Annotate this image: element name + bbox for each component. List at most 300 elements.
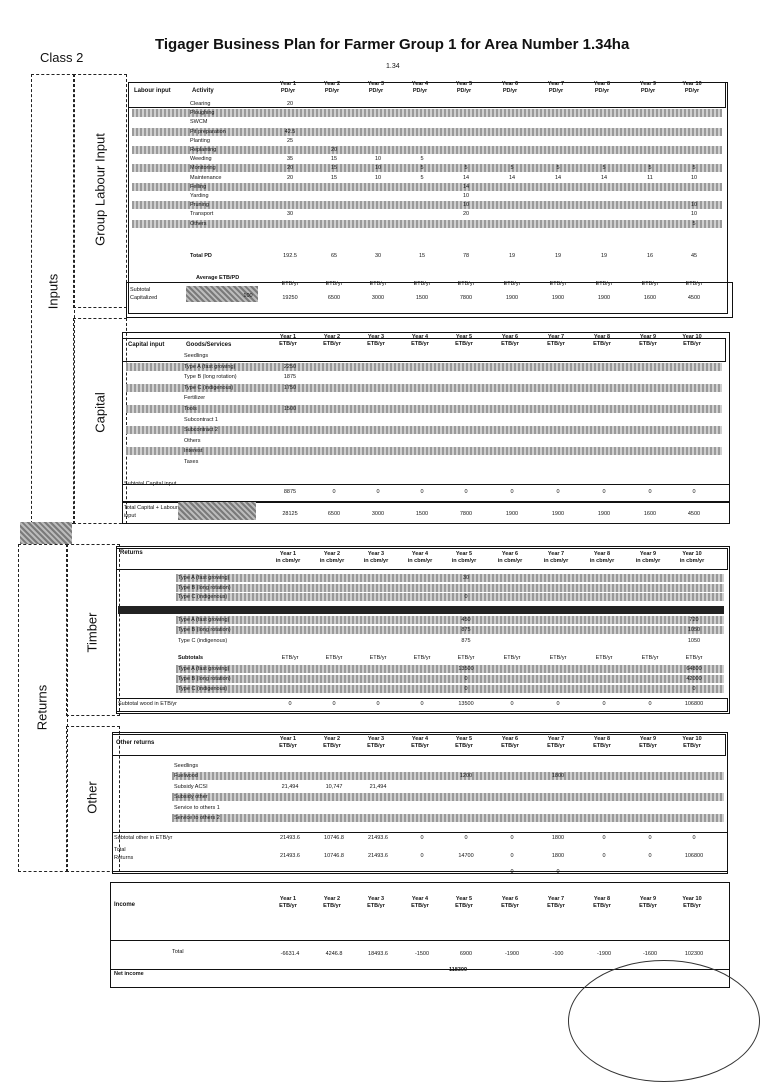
income-year-header: Year 7 bbox=[547, 896, 565, 902]
timber-year-header: Year 8 bbox=[593, 551, 611, 557]
income-total-cell: 102300 bbox=[684, 951, 704, 957]
labour-cell: 20 bbox=[330, 147, 338, 153]
labour-cell: 35 bbox=[286, 156, 294, 163]
timber-subtotal-wood-cell: 0 bbox=[648, 701, 652, 707]
other-cell: 1800 bbox=[551, 773, 565, 780]
income-total-cell: 18493.6 bbox=[368, 951, 388, 957]
page-title: Tigager Business Plan for Farmer Group 1 for Area Number 1.34ha bbox=[155, 36, 630, 53]
other-row-stripe bbox=[172, 814, 724, 822]
timber-cell: 1050 bbox=[687, 637, 701, 644]
labour-cell: 11 bbox=[647, 174, 653, 181]
labour-activity-label: Felling bbox=[190, 183, 207, 190]
labour-unit-header: PD/yr bbox=[368, 88, 384, 94]
capital-row-stripe bbox=[126, 405, 722, 413]
income-total-label: Total bbox=[172, 949, 184, 955]
labour-year-header: Year 3 bbox=[367, 81, 385, 87]
labour-activity-label: Others bbox=[190, 220, 207, 227]
other-year-header: Year 2 bbox=[323, 736, 341, 742]
timber-cell: 450 bbox=[461, 617, 471, 623]
capital-unit-header: ETB/yr bbox=[323, 341, 341, 347]
labour-year-header: Year 7 bbox=[547, 81, 565, 87]
capital-total-cell: 1900 bbox=[551, 511, 565, 517]
timber-sub-unit: ETB/yr bbox=[685, 655, 703, 661]
other-year-header: Year 3 bbox=[367, 736, 385, 742]
labour-activity-label: Monitoring bbox=[190, 165, 216, 172]
labour-sub-unit: ETB/yr bbox=[685, 281, 703, 287]
timber-subtotal-wood-cell: 13500 bbox=[458, 701, 474, 707]
timber-cell: 720 bbox=[689, 617, 699, 623]
labour-cell: 14 bbox=[462, 183, 470, 190]
capital-total-graybox bbox=[178, 502, 256, 520]
other-row-label: Seedlings bbox=[174, 763, 199, 769]
capital-unit-header: ETB/yr bbox=[639, 341, 657, 347]
labour-year-header: Year 9 bbox=[639, 81, 657, 87]
labour-year-header: Year 4 bbox=[411, 81, 429, 87]
labour-activity-label: SWCM bbox=[190, 119, 208, 126]
income-total-cell: -1900 bbox=[504, 951, 520, 957]
capital-item-label: Type B (long rotation) bbox=[184, 374, 237, 381]
timber-section-label: Returns bbox=[120, 550, 143, 556]
labour-unit-header: PD/yr bbox=[280, 88, 296, 94]
other-unit-header: ETB/yr bbox=[367, 743, 385, 749]
labour-year-header: Year 8 bbox=[593, 81, 611, 87]
timber-row-label: Type C (indigenous) bbox=[178, 637, 228, 644]
other-total-cell: 14700 bbox=[458, 853, 474, 859]
capital-total-cell: 1900 bbox=[597, 511, 611, 517]
labour-unit-header: PD/yr bbox=[640, 88, 656, 94]
other-subtotal-cell: 0 bbox=[420, 835, 424, 841]
capital-year-header: Year 2 bbox=[323, 334, 341, 340]
labour-total-cell: 30 bbox=[374, 253, 382, 259]
labour-cell: 14 bbox=[600, 174, 608, 181]
capital-unit-header: ETB/yr bbox=[455, 341, 473, 347]
labour-cell: 10 bbox=[462, 193, 470, 199]
labour-sub-unit: ETB/yr bbox=[641, 281, 659, 287]
labour-subtotal-cell: 1600 bbox=[643, 295, 657, 301]
capital-year-header: Year 10 bbox=[682, 334, 702, 340]
timber-val-cell: 0 bbox=[464, 686, 468, 692]
capital-subtotal-label: Subtotal Capital input bbox=[124, 481, 177, 487]
other-year-header: Year 9 bbox=[639, 736, 657, 742]
capital-subtotal-cell: 0 bbox=[602, 489, 606, 495]
timber-row-label: Type A (fast growing) bbox=[178, 617, 230, 623]
income-year-header: Year 9 bbox=[639, 896, 657, 902]
labour-activity-label: Clearing bbox=[190, 101, 211, 107]
labour-subtotal-cell: 6500 bbox=[327, 295, 341, 301]
other-row-label: Subsidy other bbox=[174, 794, 208, 801]
timber-year-header: Year 10 bbox=[682, 551, 702, 557]
other-subtotal-cell: 10746.8 bbox=[324, 835, 344, 841]
other-unit-header: ETB/yr bbox=[279, 743, 297, 749]
labour-activity-label: Maintenance bbox=[190, 174, 222, 181]
labour-cell: 14 bbox=[462, 174, 470, 181]
labour-cell: 5 bbox=[692, 220, 696, 227]
labour-subtotal-cell: 1500 bbox=[415, 295, 429, 301]
timber-sub-unit: ETB/yr bbox=[325, 655, 343, 661]
labour-row-stripe bbox=[132, 183, 722, 191]
labour-unit-header: PD/yr bbox=[548, 88, 564, 94]
other-total-cell: 0 bbox=[420, 853, 424, 859]
income-total-cell: -1500 bbox=[414, 951, 430, 957]
labour-subtotal-cell: 3000 bbox=[371, 295, 385, 301]
income-year-header: Year 10 bbox=[682, 896, 702, 902]
timber-cell: 875 bbox=[461, 637, 471, 644]
other-row-label: Fuelwood bbox=[174, 773, 198, 780]
labour-section-label: Labour input bbox=[134, 88, 171, 94]
other-total-cell: 0 bbox=[648, 853, 652, 859]
capital-row-stripe bbox=[126, 447, 722, 455]
other-subtotal-cell: 0 bbox=[602, 835, 606, 841]
other-subtotal-cell: 0 bbox=[464, 835, 468, 841]
timber-unit-header: in cbm/yr bbox=[451, 558, 477, 564]
labour-sub-unit: ETB/yr bbox=[413, 281, 431, 287]
capital-year-header: Year 1 bbox=[279, 334, 297, 340]
timber-divider-bar bbox=[118, 606, 724, 614]
capital-subtotal-cell: 0 bbox=[692, 489, 696, 495]
labour-cell: 5 bbox=[602, 165, 606, 172]
capital-item-label: Taxes bbox=[184, 459, 199, 465]
labour-total-cell: 192.5 bbox=[283, 253, 297, 259]
other-year-header: Year 1 bbox=[279, 736, 297, 742]
labour-sub-unit: ETB/yr bbox=[503, 281, 521, 287]
income-total-cell: -1600 bbox=[642, 951, 658, 957]
timber-year-header: Year 4 bbox=[411, 551, 429, 557]
net-income-value: 118309 bbox=[448, 967, 468, 973]
other-subtotal-cell: 1800 bbox=[551, 835, 565, 841]
timber-subtotal-wood-cell: 106800 bbox=[684, 701, 704, 707]
timber-sub-unit: ETB/yr bbox=[549, 655, 567, 661]
avg-value: 100 bbox=[243, 293, 253, 299]
other-subtotal-cell: 0 bbox=[692, 835, 696, 841]
timber-cell: 0 bbox=[464, 594, 468, 601]
labour-cell: 20 bbox=[286, 165, 294, 172]
other-unit-header: ETB/yr bbox=[455, 743, 473, 749]
other-year-header: Year 10 bbox=[682, 736, 702, 742]
net-income-label: Net income bbox=[114, 971, 144, 977]
avg-label: Average ETB/PD bbox=[196, 275, 240, 281]
other-row-label: Subsidy ACSI bbox=[174, 783, 208, 790]
timber-side-label: Timber bbox=[84, 612, 100, 653]
timber-val-label: Type C (indigenous) bbox=[178, 686, 228, 692]
labour-row-stripe bbox=[132, 146, 722, 154]
capital-item-label: Fertilizer bbox=[184, 395, 206, 402]
timber-unit-header: in cbm/yr bbox=[635, 558, 661, 564]
timber-val-label: Type A (fast growing) bbox=[178, 666, 230, 672]
capital-total-cell: 4500 bbox=[687, 511, 701, 517]
capital-section-label: Capital input bbox=[128, 342, 165, 348]
capital-subtotal-cell: 0 bbox=[464, 489, 468, 495]
timber-year-header: Year 6 bbox=[501, 551, 519, 557]
labour-unit-header: PD/yr bbox=[412, 88, 428, 94]
other-side-label: Other bbox=[84, 781, 100, 814]
class-label: Class 2 bbox=[40, 50, 84, 65]
timber-val-cell: 42000 bbox=[686, 676, 702, 682]
labour-cell: 10 bbox=[690, 174, 698, 181]
labour-total-label: Total PD bbox=[190, 253, 212, 259]
capital-item-label: Type C (indigenous) bbox=[184, 384, 234, 391]
labour-cell: 15 bbox=[330, 156, 338, 163]
timber-val-cell: 13500 bbox=[458, 666, 474, 672]
other-year-header: Year 8 bbox=[593, 736, 611, 742]
income-unit-header: ETB/yr bbox=[639, 903, 657, 909]
timber-unit-header: in cbm/yr bbox=[363, 558, 389, 564]
labour-activity-label: Replanting bbox=[190, 147, 217, 153]
labour-cell: 25 bbox=[286, 137, 294, 144]
labour-unit-header: PD/yr bbox=[456, 88, 472, 94]
labour-activity-label: Ploughing bbox=[190, 110, 215, 117]
labour-total-cell: 19 bbox=[600, 253, 608, 259]
timber-year-header: Year 2 bbox=[323, 551, 341, 557]
capital-cell: 1500 bbox=[283, 406, 297, 412]
labour-sub-unit: ETB/yr bbox=[549, 281, 567, 287]
labour-cell: 15 bbox=[330, 174, 338, 181]
labour-sub-unit: ETB/yr bbox=[325, 281, 343, 287]
timber-subtotal-wood-cell: 0 bbox=[556, 701, 560, 707]
timber-subtotal-wood-cell: 0 bbox=[602, 701, 606, 707]
inputs-side-label: Inputs bbox=[45, 273, 61, 310]
income-year-header: Year 3 bbox=[367, 896, 385, 902]
timber-subtotal-wood-cell: 0 bbox=[332, 701, 336, 707]
income-year-header: Year 4 bbox=[411, 896, 429, 902]
timber-subtotal-wood-cell: 0 bbox=[376, 701, 380, 707]
other-cell: 21,494 bbox=[369, 783, 387, 790]
income-year-header: Year 8 bbox=[593, 896, 611, 902]
other-extra-cell: 0 bbox=[510, 869, 514, 875]
income-unit-header: ETB/yr bbox=[593, 903, 611, 909]
timber-unit-header: in cbm/yr bbox=[543, 558, 569, 564]
timber-sub-unit: ETB/yr bbox=[413, 655, 431, 661]
labour-sub-unit: ETB/yr bbox=[281, 281, 299, 287]
capital-total-cell: 1500 bbox=[415, 511, 429, 517]
capital-subtotal-cell: 0 bbox=[648, 489, 652, 495]
other-row-label: Service to others 2 bbox=[174, 815, 220, 821]
capital-year-header: Year 5 bbox=[455, 334, 473, 340]
other-cell: 10,747 bbox=[325, 783, 343, 790]
labour-activity-label: Transport bbox=[190, 211, 214, 218]
labour-total-cell: 19 bbox=[554, 253, 562, 259]
labour-subtotal-cell: 19250 bbox=[282, 295, 298, 301]
other-subtotal-cell: 21493.6 bbox=[368, 835, 388, 841]
labour-row-stripe bbox=[132, 220, 722, 228]
goods-header: Goods/Services bbox=[186, 342, 232, 348]
income-unit-header: ETB/yr bbox=[279, 903, 297, 909]
income-unit-header: ETB/yr bbox=[501, 903, 519, 909]
labour-cell: 5 bbox=[420, 174, 424, 181]
income-unit-header: ETB/yr bbox=[323, 903, 341, 909]
other-unit-header: ETB/yr bbox=[639, 743, 657, 749]
income-total-cell: -100 bbox=[552, 951, 564, 957]
capital-subtotal-cell: 0 bbox=[556, 489, 560, 495]
capital-year-header: Year 3 bbox=[367, 334, 385, 340]
labour-cell: 15 bbox=[330, 165, 338, 172]
other-unit-header: ETB/yr bbox=[593, 743, 611, 749]
labour-cell: 10 bbox=[462, 202, 470, 209]
timber-unit-header: in cbm/yr bbox=[319, 558, 345, 564]
income-unit-header: ETB/yr bbox=[683, 903, 701, 909]
labour-row-stripe bbox=[132, 201, 722, 209]
capital-item-label: Subcontract 1 bbox=[184, 416, 218, 423]
labour-cell: 10 bbox=[374, 165, 382, 172]
timber-year-header: Year 3 bbox=[367, 551, 385, 557]
capital-unit-header: ETB/yr bbox=[593, 341, 611, 347]
capital-unit-header: ETB/yr bbox=[547, 341, 565, 347]
other-subtotal-cell: 0 bbox=[510, 835, 514, 841]
income-unit-header: ETB/yr bbox=[367, 903, 385, 909]
income-total-cell: 4246.8 bbox=[325, 951, 343, 957]
capital-item-label: Type A (fast growing) bbox=[184, 363, 236, 370]
separator-graybox bbox=[20, 522, 72, 544]
capital-item-label: Tools bbox=[184, 406, 197, 412]
timber-val-cell: 0 bbox=[692, 686, 696, 692]
timber-subtotal-wood-cell: 0 bbox=[420, 701, 424, 707]
labour-sub-unit: ETB/yr bbox=[369, 281, 387, 287]
labour-total-cell: 78 bbox=[462, 253, 470, 259]
other-total-cell: 21493.6 bbox=[368, 853, 388, 859]
income-year-header: Year 1 bbox=[279, 896, 297, 902]
labour-subtotal-cell: 1900 bbox=[597, 295, 611, 301]
timber-row-stripe bbox=[176, 584, 724, 592]
timber-sub-unit: ETB/yr bbox=[595, 655, 613, 661]
labour-total-cell: 16 bbox=[646, 253, 654, 259]
labour-total-cell: 45 bbox=[690, 253, 698, 259]
income-total-cell: -6631.4 bbox=[280, 951, 300, 957]
labour-cell: 5 bbox=[556, 165, 560, 172]
labour-year-header: Year 10 bbox=[682, 81, 702, 87]
timber-year-header: Year 5 bbox=[455, 551, 473, 557]
capital-total-label: Total Capital + Labour input bbox=[124, 505, 178, 519]
capital-total-cell: 6500 bbox=[327, 511, 341, 517]
capital-cell: 1875 bbox=[283, 374, 297, 381]
labour-cell: 10 bbox=[690, 211, 698, 218]
other-year-header: Year 5 bbox=[455, 736, 473, 742]
timber-sub-unit: ETB/yr bbox=[503, 655, 521, 661]
capital-unit-header: ETB/yr bbox=[367, 341, 385, 347]
labour-cell: 20 bbox=[286, 101, 294, 107]
other-unit-header: ETB/yr bbox=[547, 743, 565, 749]
capital-total-cell: 3000 bbox=[371, 511, 385, 517]
timber-unit-header: in cbm/yr bbox=[589, 558, 615, 564]
capital-total-cell: 7800 bbox=[459, 511, 473, 517]
labour-cell: 5 bbox=[648, 165, 652, 172]
other-subtotal-cell: 0 bbox=[648, 835, 652, 841]
other-unit-header: ETB/yr bbox=[411, 743, 429, 749]
labour-sub-unit: ETB/yr bbox=[457, 281, 475, 287]
labour-activity-label: Pit preparation bbox=[190, 128, 226, 135]
labour-subtotal-label: Subtotal Capitalized bbox=[130, 287, 158, 301]
timber-year-header: Year 7 bbox=[547, 551, 565, 557]
capital-year-header: Year 6 bbox=[501, 334, 519, 340]
other-year-header: Year 6 bbox=[501, 736, 519, 742]
labour-cell: 10 bbox=[374, 156, 382, 163]
timber-subtotals-label: Subtotals bbox=[178, 655, 204, 661]
capital-total-cell: 1600 bbox=[643, 511, 657, 517]
income-year-header: Year 2 bbox=[323, 896, 341, 902]
timber-val-cell: 64800 bbox=[686, 666, 702, 672]
income-section-label: Income bbox=[114, 902, 136, 908]
timber-sub-unit: ETB/yr bbox=[369, 655, 387, 661]
capital-subtotal-cell: 0 bbox=[332, 489, 336, 495]
labour-row-stripe bbox=[132, 109, 722, 117]
other-extra-cell: 0 bbox=[556, 869, 560, 875]
labour-cell: 30 bbox=[286, 211, 294, 218]
other-cell: 21,494 bbox=[281, 783, 299, 790]
capital-cell: 2250 bbox=[283, 363, 297, 370]
capital-item-label: Seedlings bbox=[184, 353, 209, 359]
labour-unit-header: PD/yr bbox=[502, 88, 518, 94]
income-year-header: Year 6 bbox=[501, 896, 519, 902]
other-total-cell: 10746.8 bbox=[324, 853, 344, 859]
group-labour-side-label: Group Labour Input bbox=[92, 133, 108, 246]
labour-subtotal-cell: 7800 bbox=[459, 295, 473, 301]
other-year-header: Year 4 bbox=[411, 736, 429, 742]
other-unit-header: ETB/yr bbox=[501, 743, 519, 749]
income-total-cell: 6900 bbox=[459, 951, 473, 957]
timber-cell: 1050 bbox=[687, 627, 701, 634]
labour-cell: 5 bbox=[510, 165, 514, 172]
capital-unit-header: ETB/yr bbox=[501, 341, 519, 347]
labour-cell: 10 bbox=[374, 174, 382, 181]
labour-activity-label: Yarding bbox=[190, 193, 209, 199]
labour-total-cell: 15 bbox=[418, 253, 426, 259]
capital-subtotal-cell: 8875 bbox=[283, 489, 297, 495]
capital-side-label: Capital bbox=[92, 392, 108, 433]
labour-year-header: Year 2 bbox=[323, 81, 341, 87]
labour-activity-label: Planting bbox=[190, 137, 210, 144]
capital-year-header: Year 7 bbox=[547, 334, 565, 340]
labour-unit-header: PD/yr bbox=[594, 88, 610, 94]
timber-row-label: Type C (indigenous) bbox=[178, 594, 228, 601]
labour-sub-unit: ETB/yr bbox=[595, 281, 613, 287]
labour-cell: 5 bbox=[464, 165, 468, 172]
other-unit-header: ETB/yr bbox=[683, 743, 701, 749]
labour-cell: 5 bbox=[692, 165, 696, 172]
capital-subtotal-cell: 0 bbox=[376, 489, 380, 495]
activity-header: Activity bbox=[192, 88, 214, 94]
other-cell: 1200 bbox=[459, 773, 473, 780]
labour-total-cell: 19 bbox=[508, 253, 516, 259]
labour-cell: 10 bbox=[690, 202, 698, 209]
labour-year-header: Year 6 bbox=[501, 81, 519, 87]
income-year-header: Year 5 bbox=[455, 896, 473, 902]
returns-side-label: Returns bbox=[34, 684, 50, 731]
labour-subtotal-cell: 4500 bbox=[687, 295, 701, 301]
other-total-cell: 0 bbox=[602, 853, 606, 859]
labour-year-header: Year 5 bbox=[455, 81, 473, 87]
timber-year-header: Year 9 bbox=[639, 551, 657, 557]
timber-cell: 30 bbox=[462, 575, 470, 581]
capital-item-label: Interest bbox=[184, 448, 203, 455]
capital-total-cell: 28125 bbox=[282, 511, 298, 517]
other-section-label: Other returns bbox=[116, 740, 155, 746]
labour-cell: 14 bbox=[554, 174, 562, 181]
timber-unit-header: in cbm/yr bbox=[679, 558, 705, 564]
capital-subtotal-cell: 0 bbox=[420, 489, 424, 495]
labour-cell: 20 bbox=[286, 174, 294, 181]
capital-item-label: Others bbox=[184, 437, 201, 444]
timber-unit-header: in cbm/yr bbox=[407, 558, 433, 564]
timber-val-label: Type B (long rotation) bbox=[178, 676, 231, 682]
labour-activity-label: Pruning bbox=[190, 202, 209, 209]
labour-unit-header: PD/yr bbox=[684, 88, 700, 94]
labour-year-header: Year 1 bbox=[279, 81, 297, 87]
timber-unit-header: in cbm/yr bbox=[275, 558, 301, 564]
income-unit-header: ETB/yr bbox=[455, 903, 473, 909]
labour-cell: 5 bbox=[420, 156, 424, 163]
capital-unit-header: ETB/yr bbox=[279, 341, 297, 347]
timber-sub-unit: ETB/yr bbox=[281, 655, 299, 661]
income-unit-header: ETB/yr bbox=[411, 903, 429, 909]
labour-cell: 14 bbox=[508, 174, 516, 181]
